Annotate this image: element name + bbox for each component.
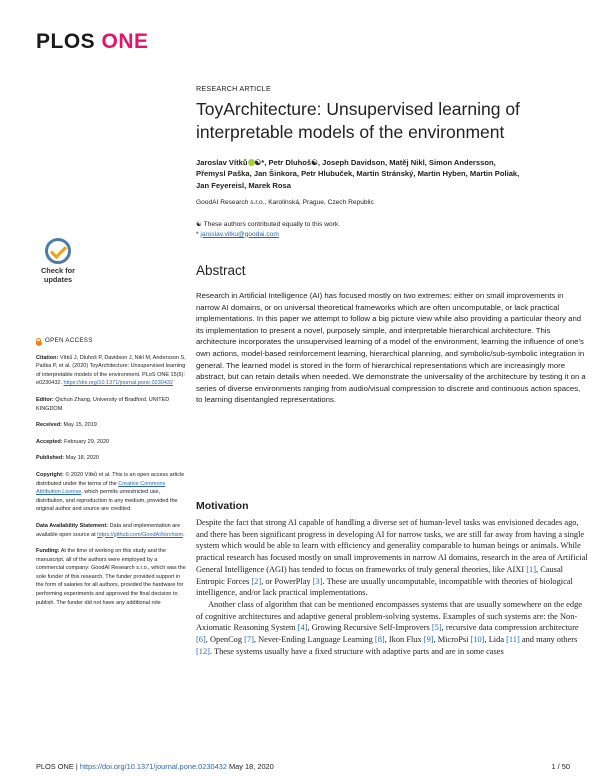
citation-label: Citation: <box>36 354 59 361</box>
body-text: , recursive data compression architecture <box>441 623 579 633</box>
email-marker: * <box>196 230 201 238</box>
github-link[interactable]: https://github.com/GoodAI/torchsim <box>97 531 184 538</box>
journal-logo[interactable] <box>36 30 149 54</box>
body-text: , Growing Recursive Self-Improvers <box>307 623 432 633</box>
citation-link[interactable]: [2] <box>251 576 262 586</box>
citation-text: Vítků J, Dluhoš P, Davidson J, Nikl M, Andersson S, Paška P, et al. (2020) ToyArchitecture: Unsupervised learning of interpretable models of the environment. PLoS ONE 15(5): e0230432. <box>36 354 186 387</box>
check-updates-icon <box>45 238 71 264</box>
accepted-label: Accepted: <box>36 438 63 445</box>
body-text: Another class of algorithm that can be mentioned encompasses systems that are usually somewhere on the edge of cognitive architectures and adaptive general problem-solving systems. Examples of such systems are: the Non-Axiomatic Reasoning System <box>196 599 582 633</box>
citation-link[interactable]: [3] <box>312 576 323 586</box>
open-access-icon <box>36 338 41 345</box>
article-type: RESEARCH ARTICLE <box>196 84 271 93</box>
authors-rest: ☯, Joseph Davidson, Matěj Nikl, Simon Andersson, <box>311 158 496 167</box>
citation-link[interactable]: [9] <box>423 635 434 645</box>
body-text: , Causal Entropic Forces <box>196 564 563 586</box>
accepted-block <box>36 438 186 447</box>
corresponding-email-line <box>196 230 340 240</box>
editor-block <box>36 396 186 413</box>
motivation-paragraph-2 <box>196 599 588 658</box>
logo-plos: PLOS <box>36 30 96 53</box>
abstract-heading: Abstract <box>196 263 246 278</box>
data-availability-block <box>36 522 186 539</box>
copyright-text-end: , which permits unrestricted use, distribution, and reproduction in any medium, provided the original author and source are credited. <box>36 489 178 513</box>
citation-block <box>36 354 186 388</box>
motivation-body <box>196 517 588 657</box>
body-text: , or PowerPlay <box>261 576 313 586</box>
funding-block <box>36 547 186 607</box>
published-block <box>36 454 186 463</box>
affiliation: GoodAI Research s.r.o., Karolinská, Prague, Czech Republic <box>196 199 374 206</box>
authors-line-3: Jan Feyereisl, Marek Rosa <box>196 180 291 190</box>
article-title: ToyArchitecture: Unsupervised learning of interpretable models of the environment <box>196 99 520 142</box>
footer-left <box>36 762 274 771</box>
check-updates-label <box>36 267 80 284</box>
footer-doi-link[interactable]: https://doi.org/10.1371/journal.pone.0230432 <box>79 762 227 771</box>
editor-label: Editor: <box>36 396 54 403</box>
open-access-label <box>36 337 186 346</box>
abstract-paragraph: Research in Artificial Intelligence (AI) has focused mostly on two extremes: either on small improvements in narrow AI domains, or on universal theoretical frameworks which are often uncomputable, or lack practical implementations. In this paper we attempt to follow a big picture view while also providing a particular theory and its implementation to present a novel, purposely simple, and interpretable hierarchical architecture. This architecture incorporates the unsupervised learning of a model of the environment, learning the influence of one's own actions, model-based reinforcement learning, hierarchical planning, and symbolic/sub-symbolic integration in general. The learned model is stored in the form of hierarchical representations which are increasingly more abstract, but can retain details when needed. We demonstrate the universality of the architecture by testing it on a series of diverse environments ranging from audio/visual compression to discrete and continuous action spaces, to learning disentangled representations. <box>196 291 586 405</box>
equal-contribution-note: ☯ These authors contributed equally to this work. <box>196 221 340 228</box>
published-date: May 18, 2020 <box>64 455 99 462</box>
editor-text: Qichun Zhang, University of Bradford, UNITED KINGDOM <box>36 396 170 412</box>
corresponding-email-link[interactable]: jaroslav.vitku@goodai.com <box>200 230 279 238</box>
body-text: , OpenCog <box>205 635 245 645</box>
data-availability-text: Data and implementation are available open source at <box>36 522 181 538</box>
data-availability-label: Data Availability Statement: <box>36 522 109 529</box>
footer-journal: PLOS ONE | <box>36 762 80 771</box>
author-list <box>196 157 581 191</box>
license-link[interactable]: Creative Commons Attribution License <box>36 480 166 496</box>
citation-link[interactable]: [6] <box>196 635 206 645</box>
data-availability-end: . <box>183 531 185 538</box>
contribution-notes <box>196 220 340 239</box>
citation-link[interactable]: [12] <box>196 646 210 656</box>
body-text: , Never-Ending Language Learning <box>253 635 375 645</box>
body-text: , Ikon Flux <box>384 635 424 645</box>
body-text: Despite the fact that strong AI capable of handling a diverse set of human-level tasks was envisioned decades ago, and there has been significant progress in developing AI for narrow tasks, we are still far away from having a single system which would be able to learn with efficiency and generality comparable to human beings or animals. While practical research has focused mostly on small improvements in narrow AI domains, research in the area of Artificial General Intelligence (AGI) has tended to focus on frameworks of truly general theories, like AIXI <box>196 518 588 574</box>
check-for-updates-badge[interactable] <box>36 238 80 290</box>
received-block <box>36 421 186 430</box>
accepted-date: February 29, 2020 <box>62 438 110 445</box>
copyright-block <box>36 471 186 514</box>
orcid-icon[interactable] <box>248 159 255 166</box>
body-text: and many others <box>519 635 578 645</box>
page-footer <box>0 762 600 774</box>
body-text: . These are usually uncomputable, incompatible with theories of biological intelligence, and/or lack practical implementations. <box>196 576 573 598</box>
badge-line2: updates <box>43 274 73 284</box>
footer-date: May 18, 2020 <box>226 762 274 771</box>
page-number: 1 / 50 <box>551 762 570 771</box>
logo-one: ONE <box>101 30 149 53</box>
article-sidebar <box>36 337 186 615</box>
citation-link[interactable]: [4] <box>297 623 308 633</box>
body-text: , MicroPsi <box>433 635 471 645</box>
citation-link[interactable]: [11] <box>506 635 520 645</box>
citation-link[interactable]: [5] <box>431 623 442 633</box>
citation-doi-link[interactable]: https://doi.org/10.1371/journal.pone.0230432 <box>63 380 174 387</box>
citation-link[interactable]: [10] <box>470 635 485 645</box>
funding-text: At the time of working on this study and the manuscript, all of the authors were employed by a commercial company: GoodAI Research s.r.o., which was the sole funder of this research. The funder provided support in the form of salaries for all authors, provided the hardware for performing experiments and approved the final decision to publish. The funder did not have any additional role <box>36 548 186 606</box>
motivation-heading: Motivation <box>196 500 249 512</box>
badge-line1: Check for <box>40 266 76 275</box>
citation-link[interactable]: [8] <box>374 635 385 645</box>
copyright-text: © 2020 Vítků et al. This is an open access article distributed under the terms of the <box>36 471 185 487</box>
citation-link[interactable]: [7] <box>244 635 254 645</box>
received-date: May 15, 2019 <box>62 422 97 429</box>
published-label: Published: <box>36 455 65 462</box>
citation-link[interactable]: [1] <box>526 564 536 574</box>
author-second[interactable]: ☯*, Petr Dluhoš <box>254 158 312 167</box>
authors-line-1 <box>196 157 581 168</box>
author-first[interactable]: Jaroslav Vítků <box>196 158 248 167</box>
body-text: . These systems usually have a fixed structure with adaptive parts and are in some cases <box>209 646 504 656</box>
received-label: Received: <box>36 422 62 429</box>
body-text: , Lida <box>484 635 507 645</box>
authors-line-2: Přemysl Paška, Jan Šinkora, Petr Hlubuček, Martin Stránský, Martin Hyben, Martin Poliak, <box>196 169 520 179</box>
funding-label: Funding: <box>36 548 60 555</box>
abstract-body <box>196 290 588 406</box>
open-access-text: OPEN ACCESS <box>45 337 93 344</box>
motivation-paragraph-1 <box>196 517 588 599</box>
copyright-label: Copyright: <box>36 471 64 478</box>
